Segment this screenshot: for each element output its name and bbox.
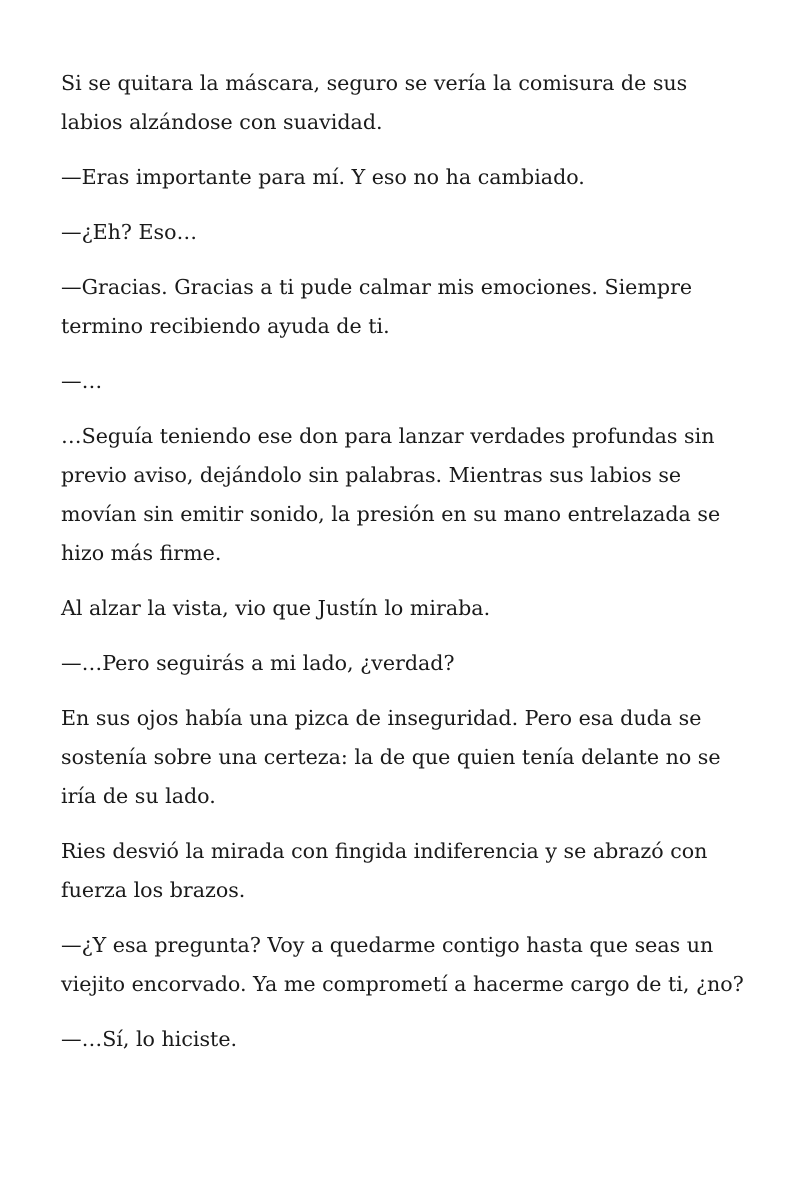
paragraph: —Gracias. Gracias a ti pude calmar mis emociones. Siempre termino recibiendo ayuda de ti.: [61, 275, 693, 338]
paragraph: —…Pero seguirás a mi lado, ¿verdad?: [61, 651, 455, 675]
paragraph: —¿Eh? Eso…: [61, 220, 198, 244]
document-page: [61, 64, 751, 1075]
paragraph: —Eras importante para mí. Y eso no ha cambiado.: [61, 165, 585, 189]
paragraph: Al alzar la vista, vio que Justín lo miraba.: [61, 596, 491, 620]
paragraph: —…Sí, lo hiciste.: [61, 1027, 238, 1051]
paragraph: Si se quitara la máscara, seguro se vería la comisura de sus labios alzándose con suavidad.: [61, 71, 688, 134]
paragraph: Ries desvió la mirada con fingida indiferencia y se abrazó con fuerza los brazos.: [61, 839, 708, 902]
paragraph: En sus ojos había una pizca de inseguridad. Pero esa duda se sostenía sobre una certeza: la de que quien tenía delante no se iría de su lado.: [61, 706, 721, 808]
paragraph: …Seguía teniendo ese don para lanzar verdades profundas sin previo aviso, dejándolo sin palabras. Mientras sus labios se movían sin emitir sonido, la presión en su mano entrelazada se hizo más firme.: [61, 424, 721, 565]
paragraph: —…: [61, 369, 103, 393]
paragraph: —¿Y esa pregunta? Voy a quedarme contigo hasta que seas un viejito encorvado. Ya me comprometí a hacerme cargo de ti, ¿no?: [61, 933, 744, 996]
